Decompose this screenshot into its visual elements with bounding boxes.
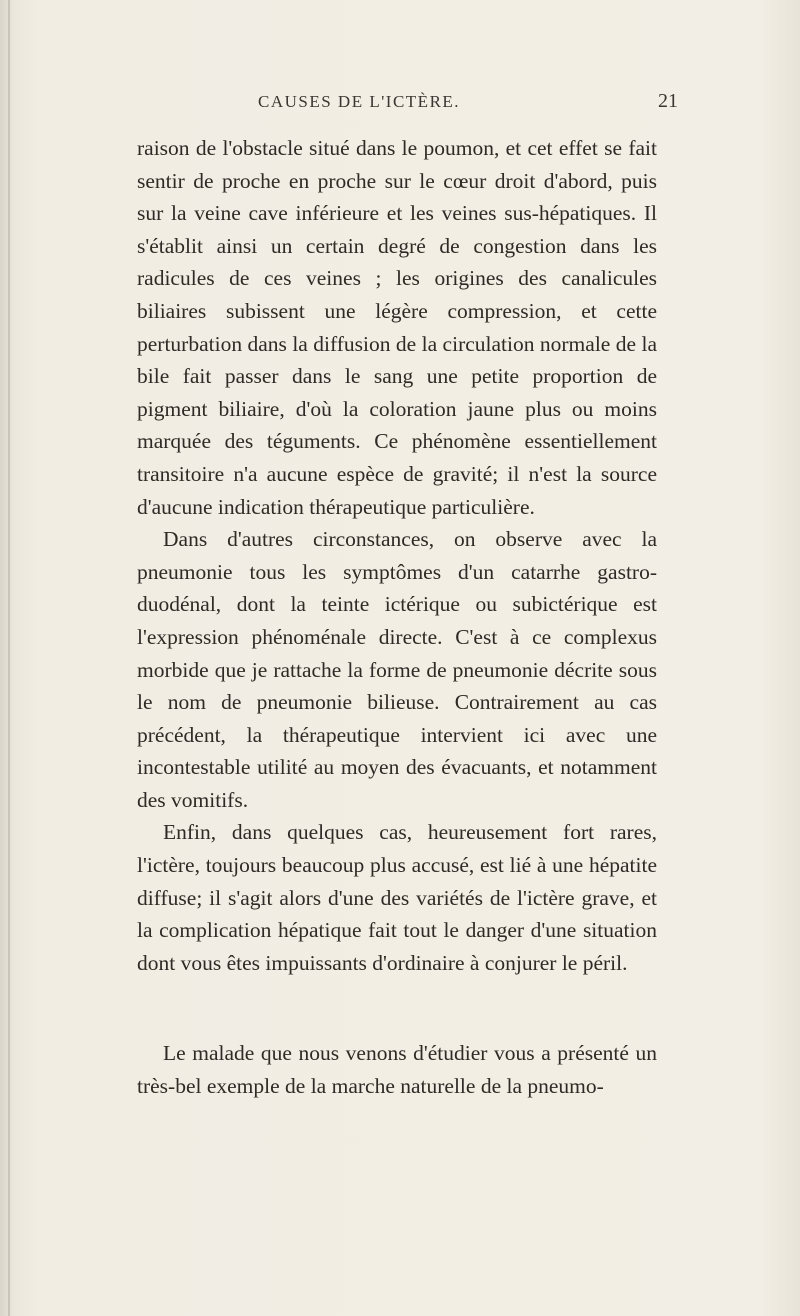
paragraph-4: Le malade que nous venons d'étudier vous a présenté un très-bel exemple de la marche naturelle de la pneumo- — [137, 1041, 657, 1099]
page-number: 21 — [658, 90, 678, 112]
page-gutter — [8, 0, 10, 1316]
running-head: CAUSES DE L'ICTÈRE. — [258, 92, 461, 111]
paragraph-1: raison de l'obstacle situé dans le poumon, et cet effet se fait sentir de proche en proche sur le cœur droit d'abord, puis sur la veine cave inférieure et les veines sus-hépatiques. Il s'établit ainsi un certain degré de congestion dans les radicules de ces veines ; les origines des canalicules biliaires subissent une légère compression, et cette perturbation dans la diffusion de la circulation normale de la bile fait passer dans le sang une petite proportion de pigment biliaire, d'où la coloration jaune plus ou moins marquée des téguments. Ce phénomène essentiellement transitoire n'a aucune espèce de gravité; il n'est la source d'aucune indication thérapeutique particulière. — [137, 136, 657, 519]
paragraph-2: Dans d'autres circonstances, on observe avec la pneumonie tous les symptômes d'un catarrhe gastro-duodénal, dont la teinte ictérique ou subictérique est l'expression phénoménale directe. C'est à ce complexus morbide que je rattache la forme de pneumonie décrite sous le nom de pneumonie bilieuse. Contrairement au cas précédent, la thérapeutique intervient ici avec une incontestable utilité au moyen des évacuants, et notamment des vomitifs. — [137, 527, 657, 812]
section-break — [137, 979, 657, 1037]
body-text — [137, 132, 657, 1103]
page-header — [258, 92, 678, 120]
paragraph-3: Enfin, dans quelques cas, heureusement fort rares, l'ictère, toujours beaucoup plus accusé, est lié à une hépatite diffuse; il s'agit alors d'une des variétés de l'ictère grave, et la complication hépatique fait tout le danger d'une situation dont vous êtes impuissants d'ordinaire à conjurer le péril. — [137, 820, 657, 975]
